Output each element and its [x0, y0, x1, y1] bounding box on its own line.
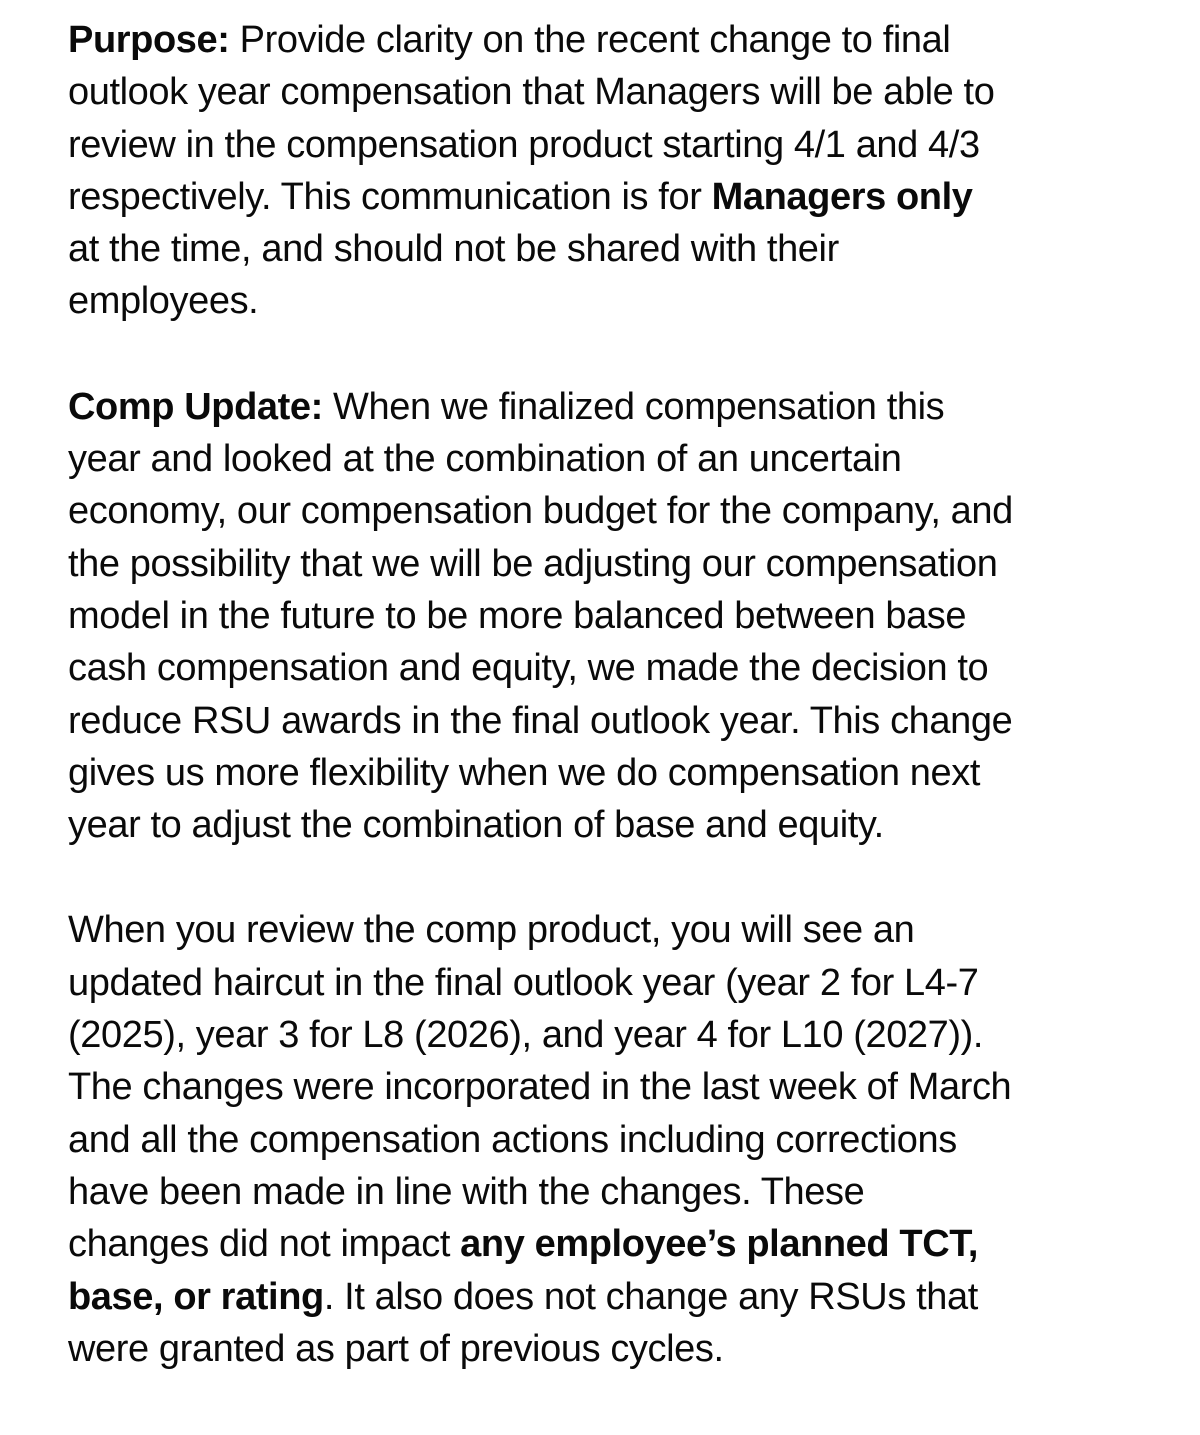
text-line: updated haircut in the final outlook year (year 2 for L4-7 [68, 961, 979, 1004]
text-line: at the time, and should not be shared with their [68, 228, 839, 271]
text-line: have been made in line with the changes. These [68, 1170, 865, 1213]
review-paragraph [68, 904, 1178, 1375]
text-run: Provide clarity on the recent change to final [229, 19, 951, 61]
text-line [68, 381, 1178, 433]
comp-update-paragraph [68, 381, 1178, 852]
comp-update-label: Comp Update: [68, 385, 323, 428]
text-line: review in the compensation product starting 4/1 and 4/3 [68, 123, 980, 166]
text-line: employees. [68, 280, 259, 323]
text-run: . It also does not change any RSUs that [323, 1275, 978, 1318]
text-line: outlook year compensation that Managers will be able to [68, 71, 995, 114]
text-line: year to adjust the combination of base and equity. [68, 804, 884, 847]
text-line: cash compensation and equity, we made the decision to [68, 647, 989, 690]
text-run: changes did not impact [68, 1223, 461, 1266]
text-line: gives us more flexibility when we do compensation next [68, 751, 980, 794]
document [68, 14, 1178, 1375]
text-line [68, 14, 1178, 66]
managers-only-emphasis: Managers only [711, 175, 973, 218]
text-line: and all the compensation actions including corrections [68, 1118, 957, 1161]
purpose-paragraph [68, 14, 1178, 328]
paragraph-gap [68, 851, 1178, 904]
base-rating-emphasis: base, or rating [68, 1275, 324, 1318]
purpose-label: Purpose: [68, 19, 230, 61]
text-line: (2025), year 3 for L8 (2026), and year 4 for L10 (2027)). [68, 1014, 984, 1057]
text-line: When you review the comp product, you will see an [68, 909, 915, 952]
text-run: respectively. This communication is for [68, 175, 712, 218]
paragraph-gap [68, 328, 1178, 381]
text-run: When we finalized compensation this [322, 385, 945, 428]
text-line: were granted as part of previous cycles. [68, 1327, 724, 1370]
text-line [68, 1218, 1178, 1270]
text-line: reduce RSU awards in the final outlook year. This change [68, 699, 1013, 742]
text-line: model in the future to be more balanced between base [68, 594, 967, 637]
text-line [68, 171, 1178, 223]
text-line: the possibility that we will be adjusting our compensation [68, 542, 998, 585]
text-line: year and looked at the combination of an uncertain [68, 438, 902, 481]
text-line: The changes were incorporated in the last week of March [68, 1066, 1012, 1109]
text-line [68, 1271, 1178, 1323]
text-line: economy, our compensation budget for the company, and [68, 490, 1013, 533]
impact-emphasis: any employee’s planned TCT, [460, 1223, 978, 1266]
